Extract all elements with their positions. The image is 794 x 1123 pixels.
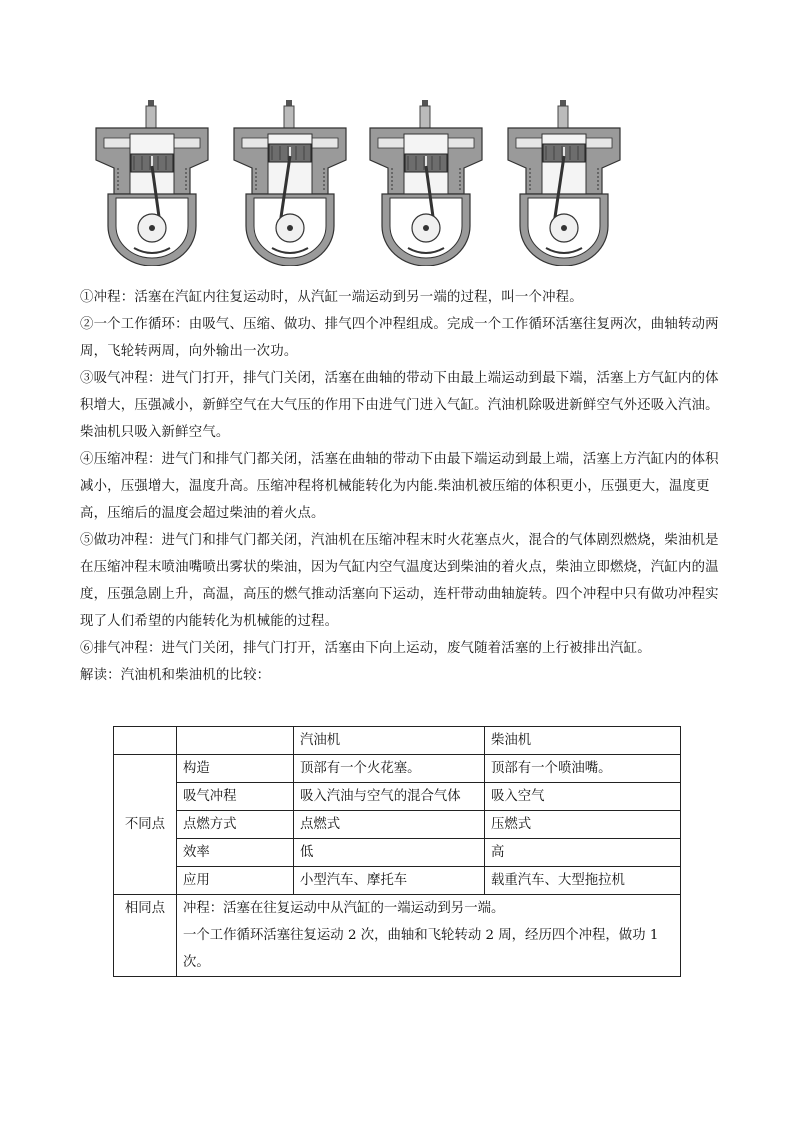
table-row bbox=[114, 839, 681, 867]
gasoline-value: 吸入汽油与空气的混合气体 bbox=[294, 783, 485, 811]
table-row bbox=[114, 783, 681, 811]
diesel-value: 压燃式 bbox=[485, 811, 681, 839]
crank-hub bbox=[287, 225, 293, 231]
table-row bbox=[114, 811, 681, 839]
engine-compression-stroke bbox=[228, 98, 352, 266]
same-label: 相同点 bbox=[114, 895, 177, 977]
same-line: 冲程：活塞在往复运动中从汽缸的一端运动到另一端。 bbox=[183, 901, 505, 916]
spark-plug-body bbox=[284, 106, 294, 128]
spark-plug-body bbox=[558, 106, 568, 128]
spark-plug-body bbox=[420, 106, 430, 128]
gasoline-value: 小型汽车、摩托车 bbox=[294, 867, 485, 895]
paragraph-compression: ④压缩冲程：进气门和排气门都关闭，活塞在曲轴的带动下由最下端运动到最上端，活塞上方汽缸内的体积减小，压强增大，温度升高。压缩冲程将机械能转化为内能.柴油机被压缩的体积更小，压强更大，温度更高，压缩后的温度会超过柴油的着火点。 bbox=[80, 452, 719, 521]
row-item: 效率 bbox=[177, 839, 294, 867]
table-row-same bbox=[114, 895, 681, 977]
header-cell bbox=[177, 727, 294, 755]
engine-svg bbox=[502, 98, 626, 266]
row-item: 构造 bbox=[177, 755, 294, 783]
engine-svg bbox=[90, 98, 214, 266]
table-row bbox=[114, 755, 681, 783]
crank-hub bbox=[423, 225, 429, 231]
spark-plug bbox=[422, 100, 428, 106]
four-stroke-diagram bbox=[82, 88, 634, 278]
header-cell bbox=[114, 727, 177, 755]
same-description bbox=[177, 895, 681, 977]
crank-hub bbox=[561, 225, 567, 231]
engine-svg bbox=[364, 98, 488, 266]
header-diesel: 柴油机 bbox=[485, 727, 681, 755]
paragraph-intake: ③吸气冲程：进气门打开，排气门关闭，活塞在曲轴的带动下由最上端运动到最下端，活塞上方气缸内的体积增大，压强减小，新鲜空气在大气压的作用下由进气门进入气缸。汽油机除吸进新鲜空气外还吸入汽油。柴油机只吸入新鲜空气。 bbox=[80, 371, 719, 440]
engine-exhaust-stroke bbox=[502, 98, 626, 266]
engine-power-stroke bbox=[364, 98, 488, 266]
paragraph-stroke: ①冲程：活塞在汽缸内往复运动时，从汽缸一端运动到另一端的过程，叫一个冲程。 bbox=[80, 290, 583, 305]
table-row bbox=[114, 867, 681, 895]
paragraph-power: ⑤做功冲程：进气门和排气门都关闭，汽油机在压缩冲程末时火花塞点火，混合的气体剧烈燃烧，柴油机是在压缩冲程末喷油嘴喷出雾状的柴油，因为气缸内空气温度达到柴油的着火点，柴油立即燃烧，汽缸内的温度，压强急剧上升，高温，高压的燃气推动活塞向下运动，连杆带动曲轴旋转。四个冲程中只有做功冲程实现了人们希望的内能转化为机械能的过程。 bbox=[80, 533, 719, 629]
row-item: 吸气冲程 bbox=[177, 783, 294, 811]
diesel-value: 吸入空气 bbox=[485, 783, 681, 811]
paragraph-work-cycle: ②一个工作循环：由吸气、压缩、做功、排气四个冲程组成。完成一个工作循环活塞往复两次，曲轴转动两周，飞轮转两周，向外输出一次功。 bbox=[80, 317, 719, 359]
header-gasoline: 汽油机 bbox=[294, 727, 485, 755]
row-item: 点燃方式 bbox=[177, 811, 294, 839]
paragraph-interpretation: 解读：汽油机和柴油机的比较： bbox=[80, 668, 271, 683]
comparison-table bbox=[113, 726, 681, 977]
engine-intake-stroke bbox=[90, 98, 214, 266]
diesel-value: 高 bbox=[485, 839, 681, 867]
same-line: 一个工作循环活塞往复运动 2 次，曲轴和飞轮转动 2 周，经历四个冲程，做功 1 次。 bbox=[183, 928, 659, 970]
spark-plug bbox=[560, 100, 566, 106]
crank-hub bbox=[149, 225, 155, 231]
spark-plug-body bbox=[146, 106, 156, 128]
diesel-value: 顶部有一个喷油嘴。 bbox=[485, 755, 681, 783]
spark-plug bbox=[286, 100, 292, 106]
spark-plug bbox=[148, 100, 154, 106]
gasoline-value: 低 bbox=[294, 839, 485, 867]
table-header-row bbox=[114, 727, 681, 755]
engine-svg bbox=[228, 98, 352, 266]
row-item: 应用 bbox=[177, 867, 294, 895]
diff-label: 不同点 bbox=[114, 755, 177, 895]
paragraph-exhaust: ⑥排气冲程：进气门关闭，排气门打开，活塞由下向上运动，废气随着活塞的上行被排出汽缸。 bbox=[80, 641, 651, 656]
gasoline-value: 顶部有一个火花塞。 bbox=[294, 755, 485, 783]
gasoline-value: 点燃式 bbox=[294, 811, 485, 839]
diesel-value: 载重汽车、大型拖拉机 bbox=[485, 867, 681, 895]
